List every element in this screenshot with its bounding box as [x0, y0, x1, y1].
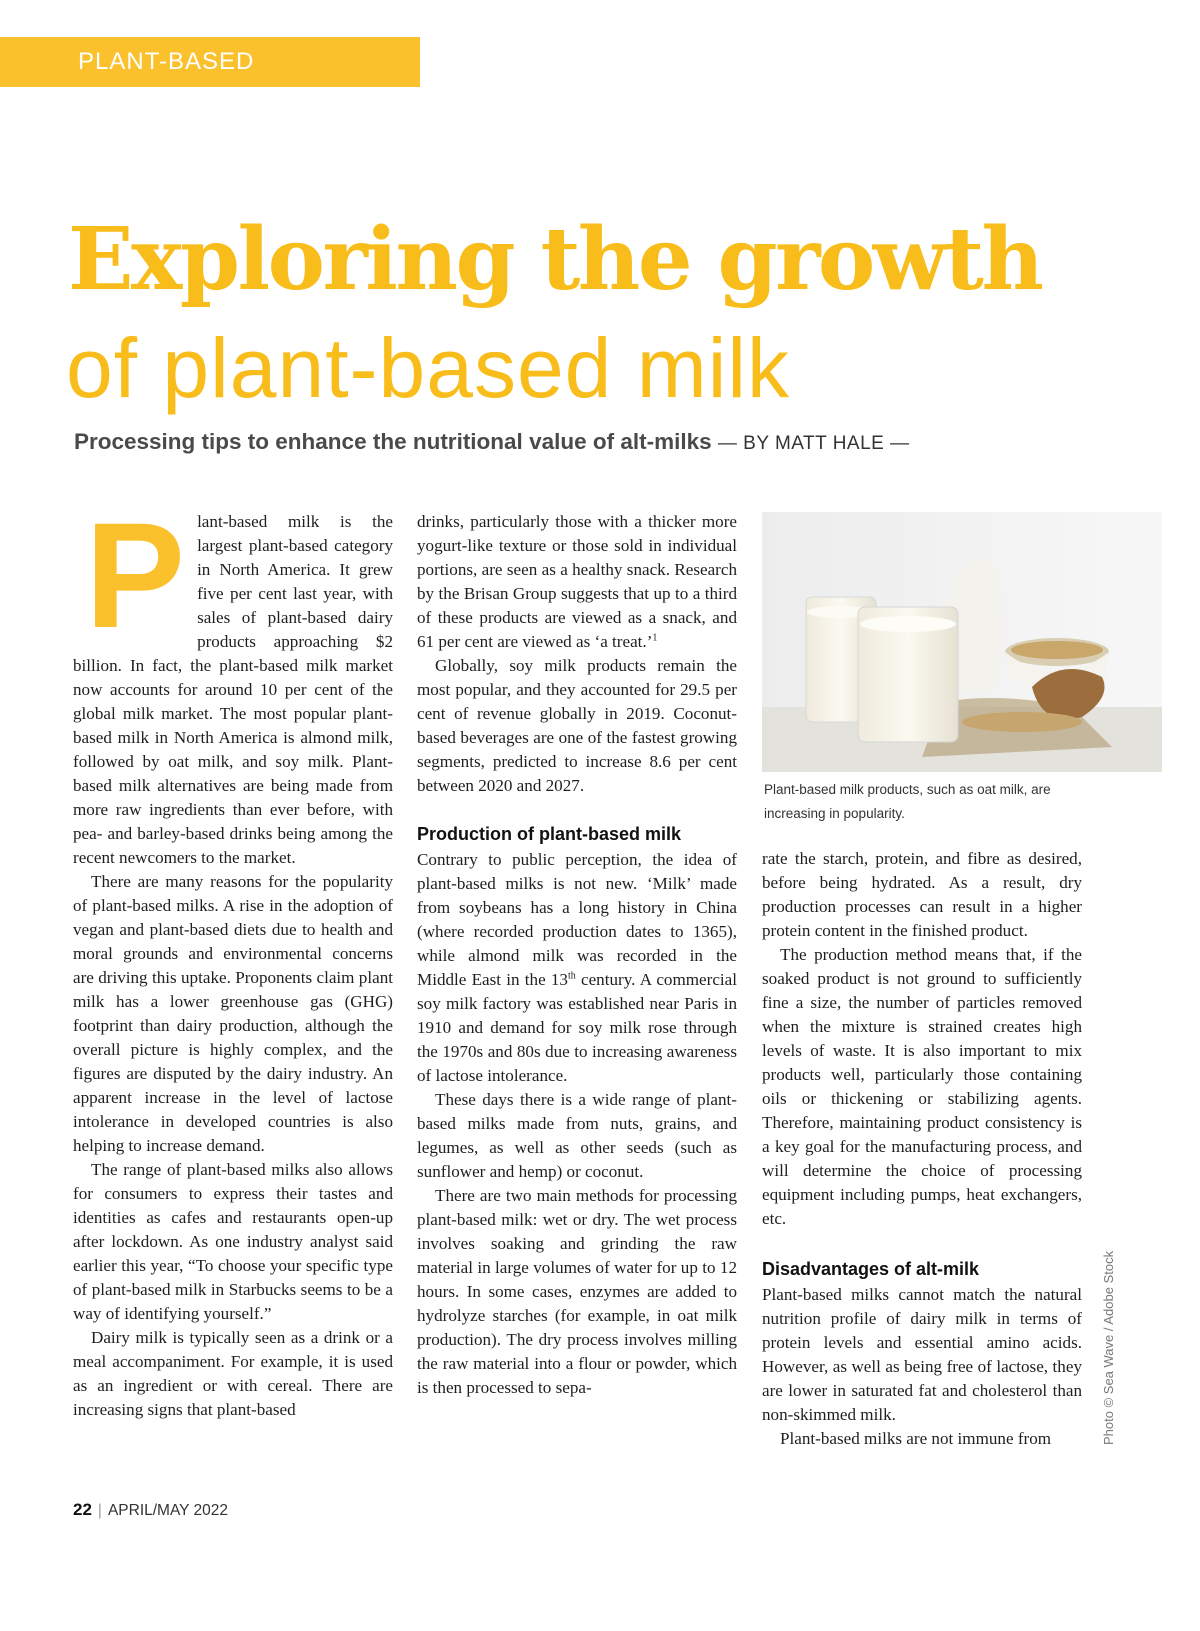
milk-glasses-illustration — [762, 512, 1162, 772]
drop-cap: P — [85, 491, 186, 659]
issue-date: APRIL/MAY 2022 — [107, 1502, 229, 1519]
article-paragraph: The production method means that, if the soaked product is not ground to sufficiently fine a size, the number of particles removed when the mixture is strained creates high levels of waste. It is also important to mix products well, particularly those containing oils or thickening or stabilizing agents. Therefore, maintaining product consistency is a key goal for the manufacturing process, and will determine the choice of processing equipment including pumps, heat exchangers, etc. — [762, 945, 1082, 1228]
article-paragraph — [417, 848, 737, 1088]
article-column-2 — [417, 510, 737, 1400]
footnote-marker: 1 — [652, 632, 658, 644]
subheading-disadvantages: Disadvantages of alt-milk — [762, 1259, 980, 1279]
deck-text: Processing tips to enhance the nutritional value of alt-milks — [74, 429, 712, 454]
article-paragraph: There are many reasons for the popularity of plant-based milks. A rise in the adoption of vegan and plant-based diets due to health and moral grounds and environmental concerns are driving this uptake. Proponents claim plant milk has a lower greenhouse gas (GHG) footprint than dairy production, although the overall picture is highly complex, and the figures are disputed by the dairy industry. An apparent increase in the level of lactose intolerance in developed countries is also helping to increase demand. — [73, 872, 393, 1155]
page-footer — [73, 1500, 228, 1520]
oat-milk-photo — [762, 512, 1162, 772]
paragraph-text: lant-based milk is the largest plant-based category in North America. It grew five per cent last year, with sales of plant-based dairy products approaching $2 billion. In fact, the plant-based milk market now accounts for around 10 per cent of the global milk market. The most popular plant-based milk in North America is almond milk, followed by oat milk, and soy milk. Plant-based milk alternatives are being made from more raw ingredients than ever before, with pea- and barley-based drinks being among the recent newcomers to the market. — [73, 512, 393, 867]
paragraph-text: Contrary to public perception, the idea of plant-based milks is not new. ‘Milk’ made from soybeans has a long history in China (where recorded production dates to 1365), while almond milk was recorded in the Middle East in the 13 — [417, 850, 737, 989]
article-paragraph: Plant-based milks are not immune from — [780, 1429, 1052, 1448]
article-paragraph: Plant-based milks cannot match the natural nutrition profile of dairy milk in terms of protein levels and essential amino acids. However, as well as being free of lactose, they are lower in saturated fat and cholesterol than non-skimmed milk. — [762, 1285, 1082, 1424]
page-number: 22 — [73, 1500, 92, 1519]
article-paragraph — [417, 510, 737, 654]
paragraph-text: century. A commercial soy milk factory was established near Paris in 1910 and demand for soy milk rose through the 1970s and 80s due to increasing awareness of lactose intolerance. — [417, 970, 737, 1085]
section-label-prefix: PLANT-BASED — [78, 48, 255, 75]
photo-credit-text: Photo © Sea Wave / Adobe Stock — [1101, 1250, 1116, 1445]
byline: — BY MATT HALE — — [717, 433, 910, 454]
subheading-production: Production of plant-based milk — [417, 824, 682, 844]
headline-line-1: Exploring the growth — [68, 209, 1042, 310]
article-column-3 — [762, 847, 1082, 1451]
headline-line-2: of plant-based milk — [66, 321, 791, 415]
article-column-1 — [73, 491, 393, 1422]
article-paragraph: rate the starch, protein, and fibre as desired, before being hydrated. As a result, dry production processes can result in a higher protein content in the finished product. — [762, 849, 1082, 940]
subhead — [74, 429, 910, 455]
article-paragraph: Dairy milk is typically seen as a drink or a meal accompaniment. For example, it is used as an ingredient or with cereal. There are increasing signs that plant-based — [73, 1328, 393, 1419]
photo-caption: Plant-based milk products, such as oat milk, are increasing in popularity. — [764, 782, 1051, 821]
paragraph-text: drinks, particularly those with a thicker more yogurt-like texture or those sold in individual portions, are seen as a healthy snack. Research by the Brisan Group suggests that up to a third of these products are viewed as a snack, and 61 per cent are viewed as ‘a treat.’ — [417, 512, 737, 651]
article-paragraph — [73, 491, 393, 870]
photo-credit — [1098, 1225, 1120, 1445]
footer-separator: | — [97, 1502, 102, 1519]
superscript-th: th — [567, 970, 576, 982]
article-paragraph: The range of plant-based milks also allows for consumers to express their tastes and identities as cafes and restaurants open-up after lockdown. As one industry analyst said earlier this year, “To choose your specific type of plant-based milk in Starbucks seems to be a way of identifying yourself.” — [73, 1160, 393, 1323]
article-paragraph: There are two main methods for processing plant-based milk: wet or dry. The wet process involves soaking and grinding the raw material in large volumes of water for up to 12 hours. In some cases, enzymes are added to hydrolyze starches (for example, in oat milk production). The dry process involves milling the raw material into a flour or powder, which is then processed to sepa- — [417, 1186, 737, 1397]
section-label — [0, 37, 420, 125]
article-paragraph: These days there is a wide range of plant-based milks made from nuts, grains, and legumes, as well as other seeds (such as sunflower and hemp) or coconut. — [417, 1090, 737, 1181]
section-label-bold: BEVERAGES — [78, 98, 238, 125]
article-paragraph: Globally, soy milk products remain the most popular, and they accounted for 29.5 per cent of revenue globally in 2019. Coconut-based beverages are one of the fastest growing segments, predicted to increase 8.6 per cent between 2020 and 2027. — [417, 656, 737, 795]
